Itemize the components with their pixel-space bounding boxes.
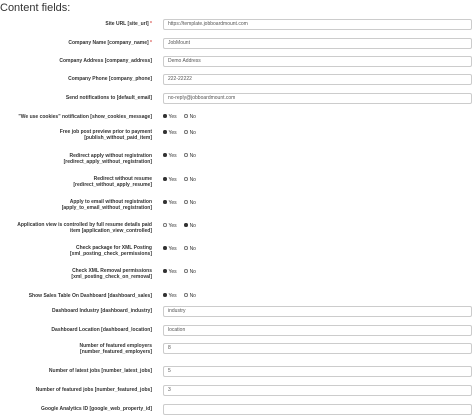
redirect-apply-without-registration-label: Redirect apply without registration [redirect_apply_without_registration] xyxy=(63,153,152,166)
radio-unchecked-icon xyxy=(184,153,188,157)
xml-posting-check-permissions-radios xyxy=(163,245,202,253)
radio-unchecked-icon xyxy=(184,114,188,118)
dashboard-sales-radios xyxy=(163,292,202,300)
redirect-without-apply-resume-radios xyxy=(163,176,202,184)
number-featured-employers-input[interactable]: 8 xyxy=(163,343,472,354)
radio-no[interactable]: No xyxy=(184,199,196,207)
apply-to-email-without-registration-radios xyxy=(163,199,202,207)
radio-yes[interactable]: Yes xyxy=(163,129,177,137)
radio-yes[interactable]: Yes xyxy=(163,199,177,207)
publish-without-paid-item-label: Free job post preview prior to payment [publish_without_paid_item] xyxy=(59,129,152,142)
radio-yes[interactable]: Yes xyxy=(163,222,177,230)
apply-to-email-without-registration-label: Apply to email without registration [apply_to_email_without_registration] xyxy=(61,199,152,212)
radio-checked-icon xyxy=(163,200,167,204)
dashboard-location-input[interactable]: location xyxy=(163,325,472,336)
radio-yes[interactable]: Yes xyxy=(163,113,177,121)
xml-posting-check-on-removal-radios xyxy=(163,268,202,276)
dashboard-industry-label: Dashboard Industry [dashboard_industry] xyxy=(51,308,152,314)
redirect-apply-without-registration-radios xyxy=(163,152,202,160)
application-view-controlled-label: Application view is controlled by full resume details paid item [application_view_controlled] xyxy=(17,222,152,235)
page-title: Content fields: xyxy=(0,2,71,14)
radio-checked-icon xyxy=(163,246,167,250)
radio-yes[interactable]: Yes xyxy=(163,292,177,300)
company-address-label: Company Address [company_address] xyxy=(59,58,152,64)
radio-unchecked-icon xyxy=(184,293,188,297)
radio-unchecked-icon xyxy=(184,200,188,204)
number-latest-jobs-input[interactable]: 5 xyxy=(163,366,472,377)
radio-unchecked-icon xyxy=(184,177,188,181)
radio-checked-icon xyxy=(163,177,167,181)
radio-no[interactable]: No xyxy=(184,268,196,276)
radio-checked-icon xyxy=(163,293,167,297)
application-view-controlled-radios xyxy=(163,222,202,230)
publish-without-paid-item-radios xyxy=(163,129,202,137)
radio-unchecked-icon xyxy=(184,130,188,134)
company-name-input[interactable]: JobMount xyxy=(163,38,472,49)
redirect-without-apply-resume-label: Redirect without resume [redirect_without_apply_resume] xyxy=(73,176,152,189)
number-featured-jobs-label: Number of featured jobs [number_featured_jobs] xyxy=(35,387,152,393)
radio-checked-icon xyxy=(163,114,167,118)
radio-checked-icon xyxy=(163,269,167,273)
xml-posting-check-permissions-label: Check package for XML Posting [xml_posting_check_permissions] xyxy=(70,245,152,258)
dashboard-sales-label: Show Sales Table On Dashboard [dashboard_sales] xyxy=(28,293,152,299)
company-address-input[interactable]: Demo Address xyxy=(163,56,472,67)
number-latest-jobs-label: Number of latest jobs [number_latest_jobs] xyxy=(48,368,152,374)
google-web-property-id-label: Google Analytics ID [google_web_property_id] xyxy=(41,406,152,412)
company-phone-label: Company Phone [company_phone] xyxy=(68,76,152,82)
radio-checked-icon xyxy=(184,223,188,227)
radio-checked-icon xyxy=(163,153,167,157)
number-featured-jobs-input[interactable]: 3 xyxy=(163,385,472,396)
show-cookies-message-label: "We use cookies" notification [show_cookies_message] xyxy=(18,114,152,120)
radio-no[interactable]: No xyxy=(184,176,196,184)
radio-no[interactable]: No xyxy=(184,129,196,137)
radio-yes[interactable]: Yes xyxy=(163,152,177,160)
required-marker: * xyxy=(150,40,152,46)
radio-no[interactable]: No xyxy=(184,222,196,230)
site-url-input[interactable]: https://template.jobboardmount.com xyxy=(163,19,472,30)
radio-no[interactable]: No xyxy=(184,245,196,253)
radio-no[interactable]: No xyxy=(184,113,196,121)
default-email-input[interactable]: no-reply@jobboardmount.com xyxy=(163,93,472,104)
number-featured-employers-label: Number of featured employers [number_featured_employers] xyxy=(79,343,152,356)
required-marker: * xyxy=(150,21,152,27)
site-url-label: Site URL [site_url] * xyxy=(105,21,152,27)
radio-yes[interactable]: Yes xyxy=(163,176,177,184)
default-email-label: Send notifications to [default_email] xyxy=(65,95,152,101)
radio-unchecked-icon xyxy=(184,269,188,273)
dashboard-industry-input[interactable]: industry xyxy=(163,306,472,317)
radio-no[interactable]: No xyxy=(184,292,196,300)
radio-unchecked-icon xyxy=(184,246,188,250)
radio-unchecked-icon xyxy=(163,223,167,227)
radio-yes[interactable]: Yes xyxy=(163,245,177,253)
radio-yes[interactable]: Yes xyxy=(163,268,177,276)
xml-posting-check-on-removal-label: Check XML Removal permissions [xml_posting_check_on_removal] xyxy=(71,268,152,281)
radio-checked-icon xyxy=(163,130,167,134)
company-name-label: Company Name [company_name] * xyxy=(68,40,152,46)
dashboard-location-label: Dashboard Location [dashboard_location] xyxy=(51,327,152,333)
show-cookies-message-radios xyxy=(163,113,202,121)
company-phone-input[interactable]: 222-22222 xyxy=(163,74,472,85)
google-web-property-id-input[interactable] xyxy=(163,404,472,415)
radio-no[interactable]: No xyxy=(184,152,196,160)
